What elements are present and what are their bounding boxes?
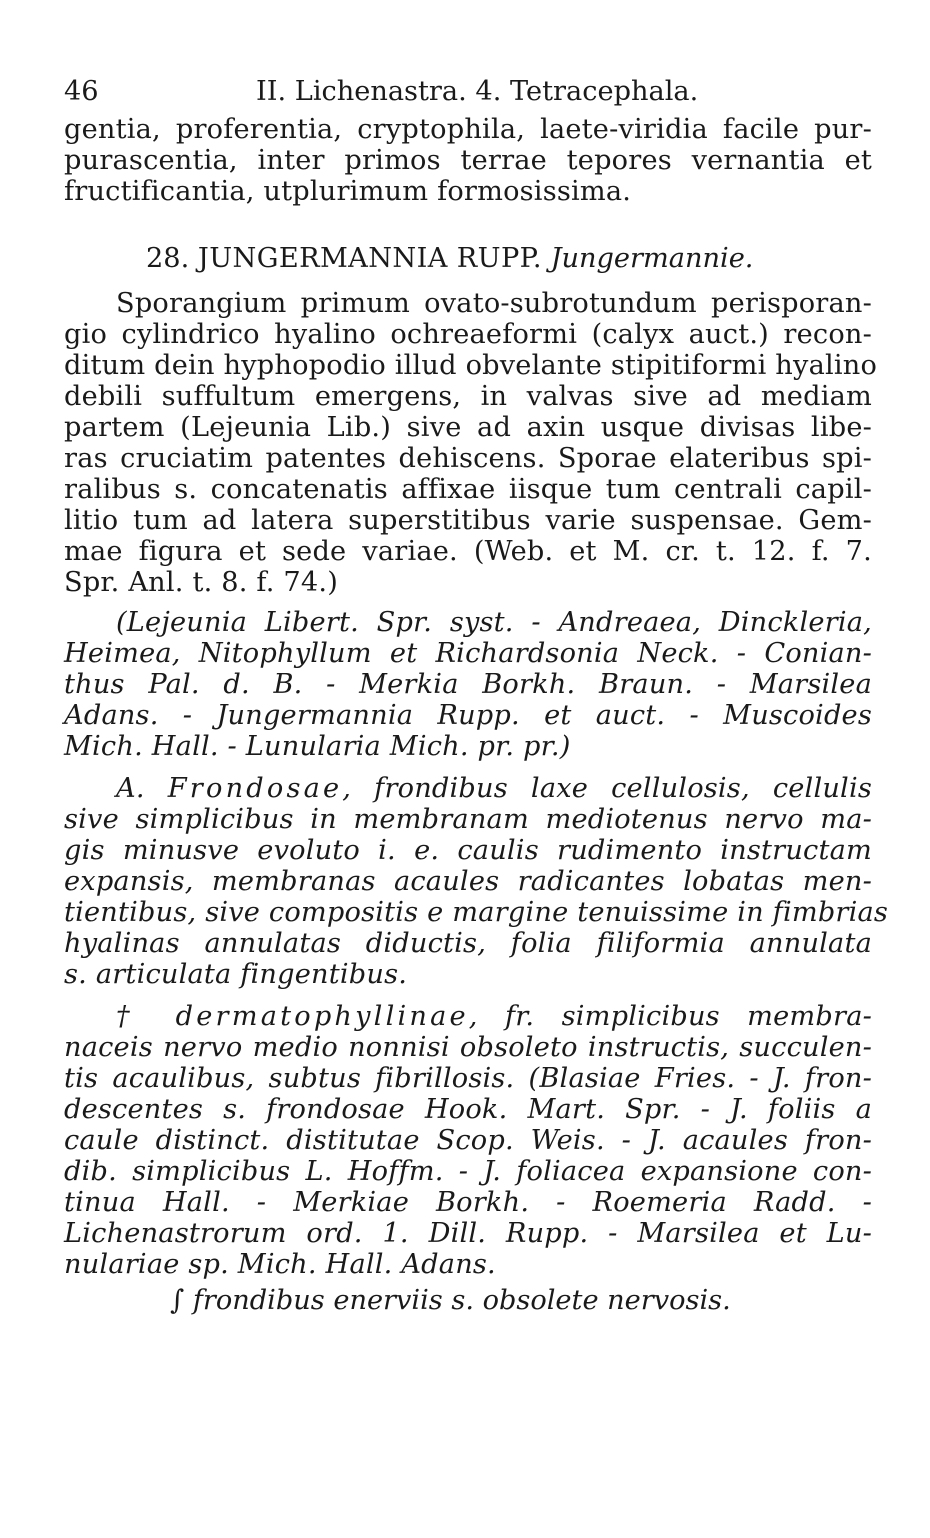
subsection-line <box>64 1285 872 1316</box>
text-line: litio tum ad latera superstitibus varie suspensae. Gem- <box>64 505 872 536</box>
text-line: caule distinct. distitutae Scop. Weis. - J. acaules fron- <box>64 1125 872 1156</box>
genus-name: JUNGERMANNIA RUPP. <box>197 243 542 274</box>
text-line: tis acaulibus, subtus fibrillosis. (Blasiae Fries. - J. fron- <box>64 1063 872 1094</box>
text-line: fructificantia, utplurimum formosissima. <box>64 176 632 207</box>
text-line: naceis nervo medio nonnisi obsoleto instructis, succulen- <box>64 1032 872 1063</box>
section-label: A. <box>116 773 145 804</box>
text-line: debili suffultum emergens, in valvas sive ad mediam <box>64 381 872 412</box>
section-dagger-first-line <box>64 1001 872 1032</box>
text-line: Spr. Anl. t. 8. f. 74.) <box>64 567 339 598</box>
page-number: 46 <box>64 76 99 107</box>
text-line: purascentia, inter primos terrae tepores vernantia et <box>64 145 872 176</box>
text-line: partem (Lejeunia Lib.) sive ad axin usque divisas libe- <box>64 412 872 443</box>
intro-paragraph <box>64 114 872 207</box>
text-line: s. articulata fingentibus. <box>64 959 408 990</box>
section-title: Frondosae <box>167 773 343 804</box>
section-a-frondosae <box>64 773 889 990</box>
text-line: thus Pal. d. B. - Merkia Borkh. Braun. - Marsilea <box>64 669 872 700</box>
text-line: expansis, membranas acaules radicantes lobatas men- <box>64 866 872 897</box>
text-line: descentes s. frondosae Hook. Mart. Spr. - J. foliis a <box>64 1094 872 1125</box>
text-line: gio cylindrico hyalino ochreaeformi (calyx auct.) recon- <box>64 319 872 350</box>
subsection-text: frondibus enerviis s. obsolete nervosis. <box>192 1285 731 1316</box>
synonym-paragraph <box>64 607 872 762</box>
section-text: , fr. simplicibus membra- <box>468 1001 872 1032</box>
genus-number: 28. <box>146 243 190 274</box>
genus-heading <box>64 243 872 274</box>
integral-mark-icon: ∫ <box>170 1285 185 1316</box>
text-line: dib. simplicibus L. Hoffm. - J. foliacea expansione con- <box>64 1156 872 1187</box>
text-line: tientibus, sive compositis e margine tenuissime in fimbrias <box>64 897 889 928</box>
text-line: Lichenastrorum ord. 1. Dill. Rupp. - Marsilea et Lu- <box>64 1218 872 1249</box>
text-line: gis minusve evoluto i. e. caulis rudimento instructam <box>64 835 872 866</box>
text-line: gentia, proferentia, cryptophila, laete-viridia facile pur- <box>64 114 872 145</box>
genus-german-name: Jungermannie. <box>550 243 754 274</box>
description-paragraph <box>64 288 878 598</box>
text-line: ditum dein hyphopodio illud obvelante stipitiformi hyalino <box>64 350 878 381</box>
text-line: nulariae sp. Mich. Hall. Adans. <box>64 1249 496 1280</box>
text-line: tinua Hall. - Merkiae Borkh. - Roemeria Radd. - <box>64 1187 872 1218</box>
text-line: (Lejeunia Libert. Spr. syst. - Andreaea, Dinckleria, <box>116 607 872 638</box>
section-title: dermatophyllinae <box>175 1001 469 1032</box>
text-line: hyalinas annulatas diductis, folia filiformia annulata <box>64 928 872 959</box>
section-dermatophyllinae <box>64 1001 872 1280</box>
text-line: Sporangium primum ovato-subrotundum perisporan- <box>116 288 872 319</box>
book-page <box>64 72 889 1316</box>
text-line: ralibus s. concatenatis affixae iisque tum centrali capil- <box>64 474 872 505</box>
text-line: Heimea, Nitophyllum et Richardsonia Neck. - Conian- <box>64 638 872 669</box>
text-line: Adans. - Jungermannia Rupp. et auct. - Muscoides <box>64 700 872 731</box>
text-line: sive simplicibus in membranam mediotenus nervo ma- <box>64 804 872 835</box>
text-line: mae figura et sede variae. (Web. et M. cr. t. 12. f. 7. <box>64 536 872 567</box>
text-line: ras cruciatim patentes dehiscens. Sporae elateribus spi- <box>64 443 872 474</box>
page-header <box>64 72 872 112</box>
dagger-icon: † <box>116 1001 149 1032</box>
section-a-first-line <box>64 773 872 804</box>
running-title: II. Lichenastra. 4. Tetracephala. <box>256 76 699 107</box>
text-line: Mich. Hall. - Lunularia Mich. pr. pr.) <box>64 731 571 762</box>
section-text: , frondibus laxe cellulosis, cellulis <box>342 773 873 804</box>
